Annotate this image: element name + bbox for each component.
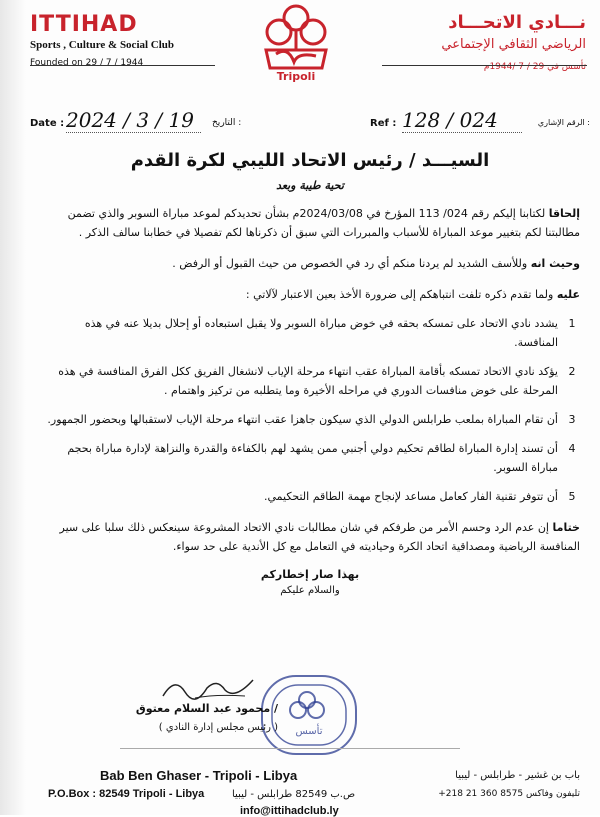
- paragraph-1-text: لكتابنا إليكم رقم 024/ 113 المؤرخ في 2024/03/08م بشأن تحديدكم لموعد مباراة السوبر والذي تضمن مطالبتنا لكم بتغيير موعد المباراة للأسباب والمبررات التي سبق أن ذكرناها لكم تفصيلا في خطابنا سالف الذكر .: [67, 207, 580, 239]
- paragraph-2: [40, 254, 580, 273]
- founded-date-ar: تأسس في 29 / 7 /1944م: [483, 62, 586, 72]
- paragraph-4-lead: ختاما: [552, 521, 580, 534]
- paragraph-1: [40, 204, 580, 242]
- date-dotted-line: [66, 132, 201, 133]
- list-item: [40, 487, 576, 506]
- ref-label-ar: الرقم الإشاري :: [537, 118, 590, 127]
- paragraph-2-lead: وحيث انه: [530, 257, 580, 270]
- footer-phone-ar: تليفون وفاكس 8575 360 21 218+: [438, 789, 580, 799]
- list-item-number: 1: [568, 317, 576, 330]
- header-rule-right: [382, 65, 587, 66]
- ref-label: Ref :: [370, 118, 397, 129]
- list-item-text: أن تتوفر تقنية الفار كعامل مساعد لإنجاح مهمة الطاقم التحكيمي.: [263, 490, 558, 503]
- list-item-number: 2: [568, 365, 576, 378]
- footer-divider: [120, 748, 460, 749]
- list-item-text: أن تقام المباراة بملعب طرابلس الدولي الذي سيكون جاهزا عقب انتهاء مرحلة الإياب لاستقبالها وبحضور الجمهور.: [47, 413, 558, 426]
- list-item: [40, 410, 576, 429]
- paragraph-3: [40, 285, 580, 304]
- list-item-number: 4: [568, 442, 576, 455]
- paragraph-2-text: وللأسف الشديد لم يردنا منكم أي رد في الخصوص من حيث القبول أو الرفض .: [172, 257, 528, 270]
- list-item-number: 3: [568, 413, 576, 426]
- club-name-ar: نـــادي الاتحـــاد: [448, 12, 586, 33]
- paragraph-3-text: ولما تقدم ذكره تلفت انتباهكم إلى ضرورة الأخذ بعين الاعتبار لآلاتي :: [245, 288, 554, 301]
- signatory-title: ( رئيس مجلس إدارة النادي ): [158, 722, 278, 733]
- list-item-number: 5: [568, 490, 576, 503]
- paragraph-3-lead: عليه: [556, 288, 580, 301]
- club-name-en: ITTIHAD: [30, 12, 138, 37]
- club-logo-icon: [246, 2, 346, 84]
- letter-body: [40, 150, 580, 596]
- paragraph-4: [40, 518, 580, 556]
- list-item-text: يؤكد نادي الاتحاد تمسكه بأقامة المباراة عقب انتهاء مرحلة الإياب لانشغال الفريق ككل الفرق المنافسة في هذه المرحلة على خوض منافسات الدوري في مراحله الأخيرة وما يتطلبه من تركيز واهتمام .: [58, 365, 558, 397]
- ref-dotted-line: [402, 132, 522, 133]
- footer-email: info@ittihadclub.ly: [240, 805, 339, 817]
- stamp-text: تأسس: [295, 726, 323, 737]
- signatory-name: / محمود عبد السلام معتوق: [135, 702, 278, 715]
- date-value: 2024 / 3 / 19: [66, 108, 194, 132]
- club-stamp-icon: [254, 670, 364, 760]
- club-subtitle-en: Sports , Culture & Social Club: [30, 39, 175, 51]
- footer-pobox-en: P.O.Box : 82549 Tripoli - Libya: [48, 788, 205, 800]
- paragraph-1-lead: إلحاقا: [548, 207, 580, 220]
- logo-word: Tripoli: [276, 70, 316, 83]
- header-arabic: [376, 12, 586, 72]
- list-item: [40, 439, 576, 477]
- ref-value: 128 / 024: [402, 108, 498, 132]
- demands-list: [40, 314, 580, 506]
- list-item: [40, 314, 576, 352]
- footer-address-ar: باب بن غشير - طرابلس - ليبيا: [455, 770, 580, 781]
- paragraph-4-text: إن عدم الرد وحسم الأمر من طرفكم في شان مطالبات نادي الاتحاد المشروعة سينعكس ذلك سلبا على سير المنافسة الرياضية ومصداقية اتحاد الكرة وحياديته في التعامل مع كل الأندية على حد سواء.: [59, 521, 580, 553]
- footer-pobox-ar: ص.ب 82549 طرابلس - ليبيا: [232, 789, 356, 800]
- header-rule-left: [30, 65, 215, 66]
- founded-date-en: Founded on 29 / 7 / 1944: [30, 58, 144, 68]
- list-item: [40, 362, 576, 400]
- list-item-text: يشدد نادي الاتحاد على تمسكه بحقه في خوض مباراة السوبر ولا يقبل استبعاده أو إحلال بديلا عنه في هذه المنافسة.: [84, 317, 558, 349]
- handwritten-signature-icon: [155, 670, 265, 704]
- addressee: السيـــد / رئيس الاتحاد الليبي لكرة القدم: [130, 150, 490, 171]
- header-english: [30, 12, 215, 68]
- date-label-ar: التاريخ :: [212, 118, 242, 128]
- salutation: والسلام عليكم: [280, 585, 340, 596]
- list-item-text: أن تسند إدارة المباراة لطاقم تحكيم دولي أجنبي ممن يشهد لهم بالكفاءة والقدرة والنزاهة لإدارة مباراة بحجم مباراة السوبر.: [67, 442, 558, 474]
- page-fold-shadow: [0, 0, 26, 815]
- footer-address-en: Bab Ben Ghaser - Tripoli - Libya: [100, 768, 298, 783]
- date-ref-row: [30, 108, 590, 138]
- closing-line: بهذا صار إخطاركم: [260, 568, 360, 581]
- date-label: Date :: [30, 118, 65, 129]
- club-subtitle-ar: الرياضي الثقافي الإجتماعي: [441, 37, 586, 52]
- greeting: تحية طيبة وبعد: [276, 179, 344, 192]
